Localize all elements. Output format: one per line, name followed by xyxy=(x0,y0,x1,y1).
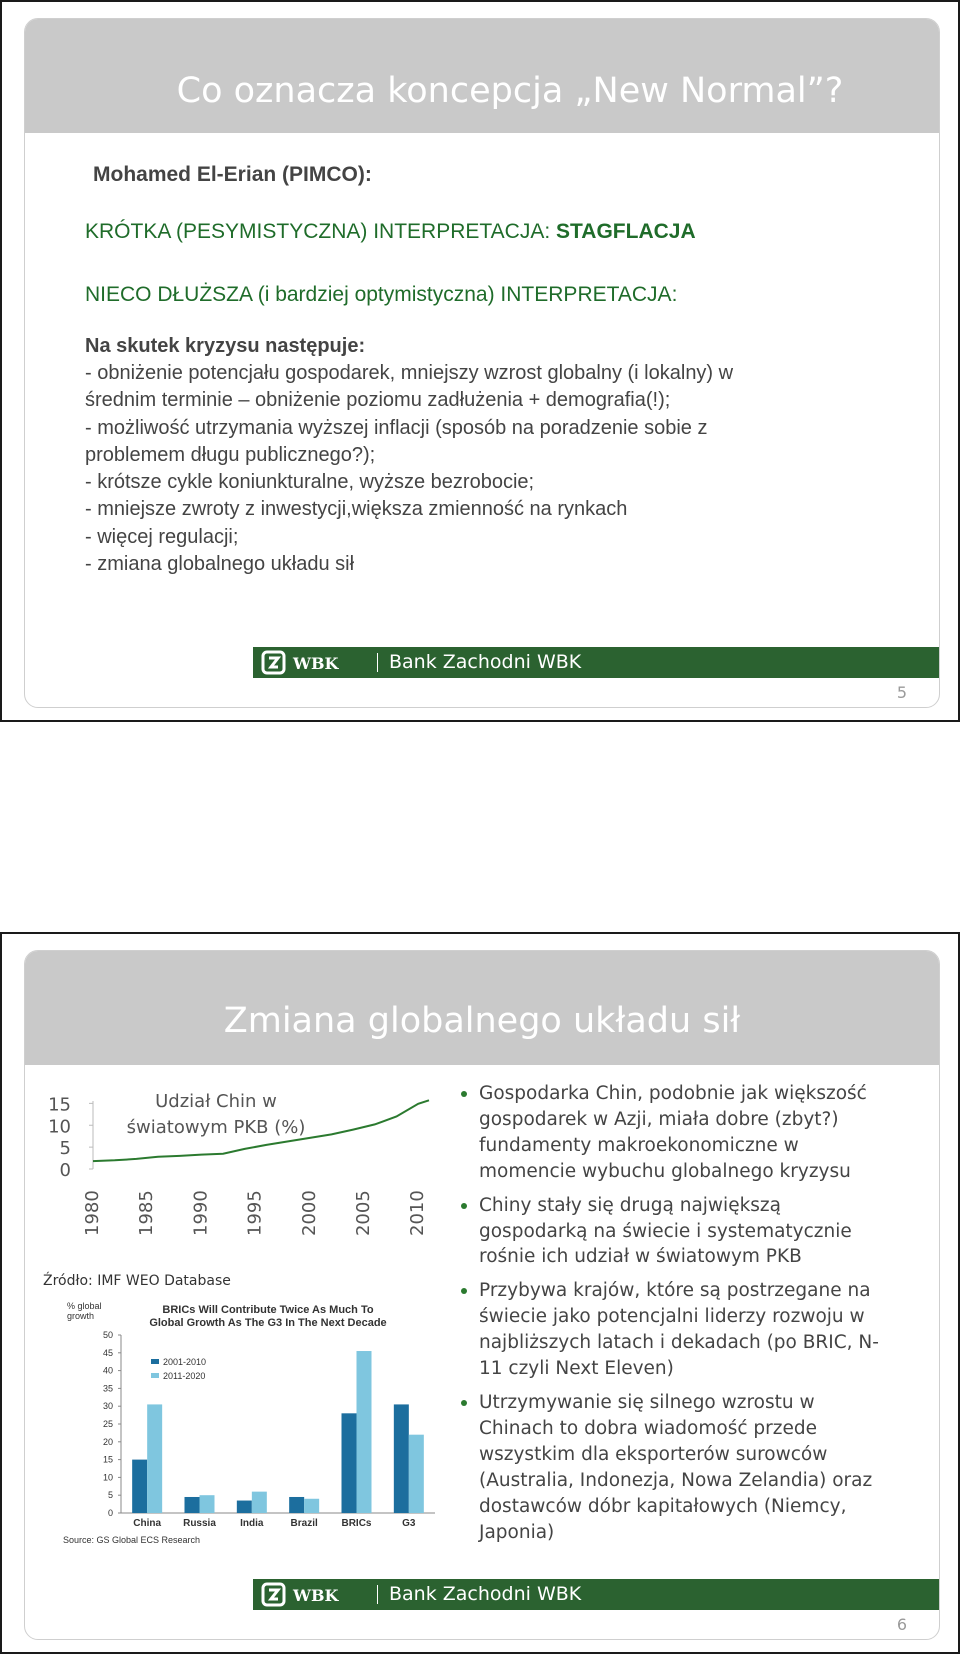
legend-swatch xyxy=(151,1373,159,1378)
brand-bar xyxy=(253,1579,939,1610)
bank-logo-icon xyxy=(261,1582,371,1607)
x-tick-label: 1985 xyxy=(136,1190,158,1236)
legend-label: 2001-2010 xyxy=(163,1357,207,1367)
y-tick-label: 40 xyxy=(102,1365,113,1376)
x-tick-label: 1995 xyxy=(244,1190,266,1236)
consequence-line: - więcej regulacji; xyxy=(85,525,239,548)
y-tick-label: 5 xyxy=(59,1138,71,1160)
legend-label: 2011-2020 xyxy=(163,1371,206,1381)
consequence-line: średnim terminie – obniżenie poziomu zadłużenia + demografia(!); xyxy=(85,389,671,412)
bar-chart-source: Source: GS Global ECS Research xyxy=(63,1535,201,1545)
chart-title: Udział Chin w światowym PKB (%) xyxy=(126,1091,306,1138)
page-number: 5 xyxy=(896,683,907,702)
y-tick-label: 15 xyxy=(102,1454,113,1465)
x-tick-label: India xyxy=(240,1518,264,1529)
legend-swatch xyxy=(151,1359,159,1364)
bullet-text: Gospodarka Chin, podobnie jak większość gospodarek w Azji, miała dobre (zbyt?) fundamenty makroekonomiczne w momencie wybuchu globalnego kryzysu xyxy=(479,1083,867,1182)
slide-5-panel xyxy=(24,18,940,708)
page-number: 6 xyxy=(896,1615,907,1634)
y-tick-label: 10 xyxy=(48,1116,71,1138)
brics-growth-chart xyxy=(63,1299,441,1547)
short-interpretation-label: KRÓTKA (PESYMISTYCZNA) INTERPRETACJA: xyxy=(85,220,557,243)
slide-5 xyxy=(0,0,960,722)
consequences-heading: Na skutek kryzysu następuje: xyxy=(85,335,366,357)
y-axis-label: % global xyxy=(67,1301,102,1311)
bullet-list xyxy=(461,1081,881,1553)
bar-chart-title: BRICs Will Contribute Twice As Much To xyxy=(162,1304,374,1316)
brand-name: Bank Zachodni WBK xyxy=(389,1583,582,1605)
bar xyxy=(304,1499,319,1513)
x-tick-label: Russia xyxy=(183,1518,216,1529)
china-share-line xyxy=(93,1100,429,1161)
bar xyxy=(185,1497,200,1513)
x-tick-label: Brazil xyxy=(290,1518,318,1529)
bullet-text: Chiny stały się drugą największą gospodarką na świecie i systematycznie rośnie ich udział w światowym PKB xyxy=(479,1194,852,1268)
bullet-icon xyxy=(461,1091,467,1097)
bullet-item xyxy=(461,1081,881,1185)
bar xyxy=(289,1497,304,1513)
y-tick-label: 25 xyxy=(102,1419,113,1429)
bar xyxy=(132,1460,147,1513)
bullet-icon xyxy=(461,1203,467,1209)
x-tick-label: G3 xyxy=(402,1518,416,1529)
consequences-list xyxy=(85,360,733,578)
x-tick-label: BRICs xyxy=(341,1518,372,1529)
bar xyxy=(394,1404,409,1513)
y-tick-label: 50 xyxy=(102,1330,113,1340)
brand-name: Bank Zachodni WBK xyxy=(389,651,582,673)
bullet-item xyxy=(461,1390,881,1545)
x-tick-label: 2000 xyxy=(298,1190,320,1236)
slide-6 xyxy=(0,932,960,1654)
consequence-line: - zmiana globalnego układu sił xyxy=(85,553,355,576)
brand-divider xyxy=(377,1585,378,1604)
consequence-line: problemem długu publicznego?); xyxy=(85,443,376,466)
bar xyxy=(147,1404,162,1513)
bullet-icon xyxy=(461,1400,467,1406)
x-tick-label: 2010 xyxy=(407,1190,429,1236)
consequence-line: - obniżenie potencjału gospodarek, mniejszy wzrost globalny (i lokalny) w xyxy=(85,362,734,384)
y-tick-label: 0 xyxy=(59,1160,71,1181)
short-interpretation-value: STAGFLACJA xyxy=(556,220,696,243)
author-line: Mohamed El-Erian (PIMCO): xyxy=(93,163,372,186)
logo-text: WBK xyxy=(293,654,339,673)
y-tick-label: 30 xyxy=(102,1401,113,1412)
x-tick-label: 1990 xyxy=(190,1190,212,1236)
bank-logo-icon xyxy=(261,650,371,675)
bullet-text: Przybywa krajów, które są postrzegane na świecie jako potencjalni liderzy rozwoju w najbliższych latach i dekadach (po BRIC, N-11 czyli Next Eleven) xyxy=(479,1280,879,1380)
y-tick-label: 35 xyxy=(102,1383,113,1394)
bullet-item xyxy=(461,1278,881,1382)
bullet-icon xyxy=(461,1288,467,1294)
slide-title: Co oznacza koncepcja „New Normal”? xyxy=(176,71,844,111)
y-tick-label: 20 xyxy=(102,1436,113,1447)
y-tick-label: 45 xyxy=(102,1347,113,1358)
consequence-line: - możliwość utrzymania wyższej inflacji (sposób na poradzenie sobie z xyxy=(85,416,708,439)
bar xyxy=(357,1351,372,1513)
x-tick-label: 2005 xyxy=(352,1190,374,1236)
short-interpretation xyxy=(85,220,696,244)
brand-divider xyxy=(377,653,378,672)
brand-bar xyxy=(253,647,939,678)
y-tick-label: 15 xyxy=(48,1094,71,1116)
bar xyxy=(237,1501,252,1513)
consequence-line: - mniejsze zwroty z inwestycji,większa zmienność na rynkach xyxy=(85,498,628,521)
logo-text: WBK xyxy=(293,1586,339,1605)
x-tick-label: China xyxy=(133,1518,162,1529)
bullet-item xyxy=(461,1193,881,1271)
y-tick-label: 0 xyxy=(107,1508,113,1518)
y-tick-label: 10 xyxy=(102,1472,113,1483)
bar-chart-title: Global Growth As The G3 In The Next Decade xyxy=(149,1317,387,1329)
china-gdp-share-chart xyxy=(25,951,465,1271)
slide-6-panel xyxy=(24,950,940,1640)
bar xyxy=(252,1492,267,1513)
slide-title: Zmiana globalnego układu sił xyxy=(223,1001,741,1041)
y-tick-label: 5 xyxy=(107,1490,113,1501)
bar xyxy=(200,1495,215,1513)
bar xyxy=(342,1413,357,1513)
bullet-text: Utrzymywanie się silnego wzrostu w Chinach to dobra wiadomość przede wszystkim dla eksporterów surowców (Australia, Indonezja, Nowa Zelandia) oraz dostawców dóbr kapitałowych (Niemcy, Japonia) xyxy=(479,1391,873,1543)
bar xyxy=(409,1435,424,1513)
y-axis-label: growth xyxy=(67,1311,95,1321)
x-tick-label: 1980 xyxy=(82,1190,103,1236)
consequence-line: - krótsze cykle koniunkturalne, wyższe bezrobocie; xyxy=(85,471,535,494)
source-label: Źródło: IMF WEO Database xyxy=(43,1273,231,1289)
long-interpretation: NIECO DŁUŻSZA (i bardziej optymistyczna) INTERPRETACJA: xyxy=(85,283,678,306)
